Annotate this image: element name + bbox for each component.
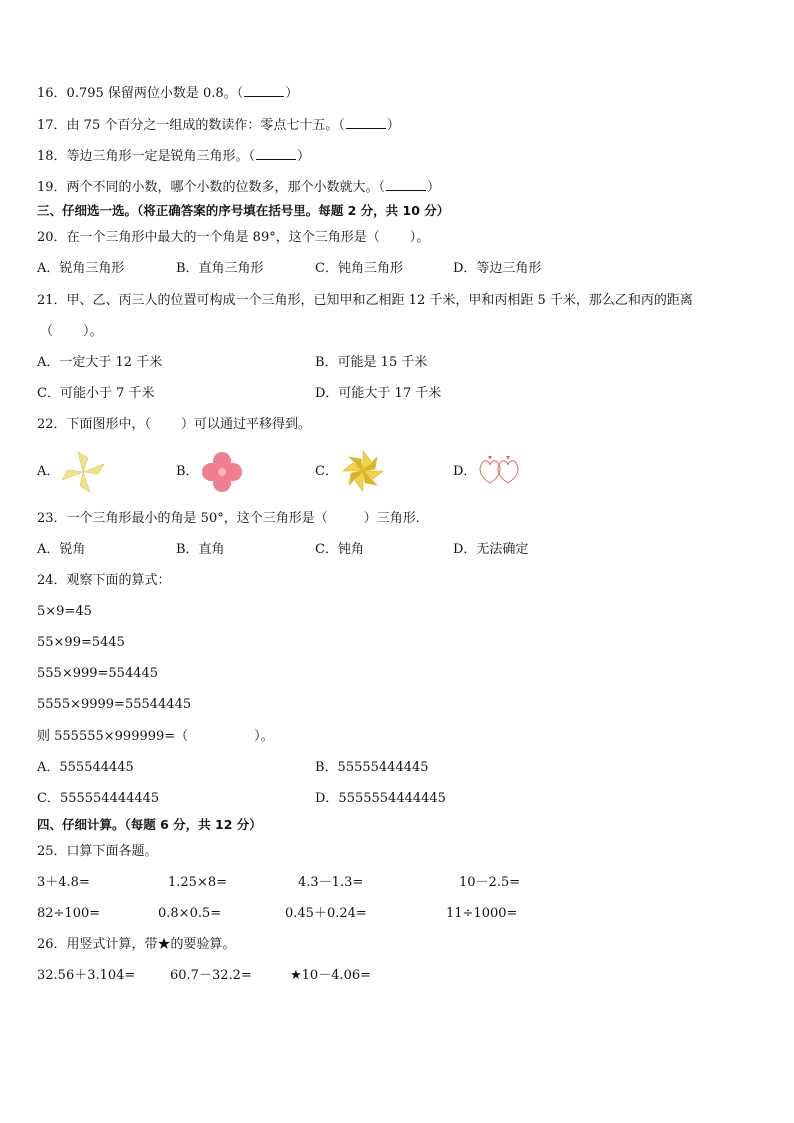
answer-blank[interactable] (346, 116, 386, 129)
question-21: 21．甲、乙、丙三人的位置可构成一个三角形，已知甲和乙相距 12 千米，甲和丙相距 5 千米，那么乙和丙的距离 (37, 293, 693, 308)
star-pinwheel-figure (340, 449, 386, 497)
question-20: 20．在一个三角形中最大的一个角是 89°，这个三角形是（ ）。 (37, 230, 430, 245)
q22-option-b[interactable]: B． (176, 464, 199, 479)
answer-blank[interactable] (244, 84, 284, 97)
equation: 5×9=45 (37, 604, 92, 619)
vertical-calc-item: 60.7－32.2= (170, 968, 252, 983)
question-24-ask: 则 555555×999999=（ ）。 (37, 729, 274, 744)
hearts-icon (476, 453, 522, 487)
question-21-answer: （ ）。 (40, 324, 103, 339)
q21-option-c[interactable]: C．可能小于 7 千米 (37, 386, 155, 401)
oral-calc-item: 0.45＋0.24= (285, 906, 367, 921)
question-25: 25．口算下面各题。 (37, 844, 158, 859)
oral-calc-item: 1.25×8= (168, 875, 228, 890)
vertical-calc-item: ★10－4.06= (290, 968, 372, 983)
question-24: 24．观察下面的算式： (37, 573, 171, 588)
q23-option-a[interactable]: A．锐角 (37, 542, 86, 557)
star-pinwheel-icon (340, 449, 386, 493)
answer-blank[interactable] (256, 147, 296, 160)
q20-option-a[interactable]: A．锐角三角形 (37, 261, 125, 276)
q20-option-d[interactable]: D．等边三角形 (453, 261, 542, 276)
q22-option-c[interactable]: C． (315, 464, 338, 479)
question-16: 16．0.795 保留两位小数是 0.8。（ ） (37, 86, 299, 101)
question-26: 26．用竖式计算，带★的要验算。 (37, 937, 236, 952)
oral-calc-item: 3＋4.8= (37, 875, 90, 890)
pinwheel-figure (60, 450, 106, 498)
question-22: 22．下面图形中，（ ）可以通过平移得到。 (37, 417, 312, 432)
section-4-title: 四、仔细计算。（每题 6 分，共 12 分） (37, 817, 262, 832)
flower-icon (200, 451, 244, 493)
hearts-figure (476, 453, 522, 491)
q23-option-b[interactable]: B．直角 (176, 542, 225, 557)
q20-option-c[interactable]: C．钝角三角形 (315, 261, 403, 276)
q24-option-d[interactable]: D．5555554444445 (315, 791, 446, 806)
section-3-title: 三、仔细选一选。（将正确答案的序号填在括号里。每题 2 分，共 10 分） (37, 203, 450, 218)
oral-calc-item: 4.3－1.3= (298, 875, 364, 890)
q23-option-d[interactable]: D．无法确定 (453, 542, 529, 557)
oral-calc-item: 11÷1000= (446, 906, 518, 921)
question-18: 18．等边三角形一定是锐角三角形。（ ） (37, 149, 311, 164)
q21-option-a[interactable]: A．一定大于 12 千米 (37, 355, 163, 370)
q23-option-c[interactable]: C．钝角 (315, 542, 364, 557)
q24-option-a[interactable]: A．555544445 (37, 760, 134, 775)
q22-option-a[interactable]: A． (37, 464, 60, 479)
equation: 5555×9999=55544445 (37, 697, 192, 712)
q21-option-d[interactable]: D．可能大于 17 千米 (315, 386, 442, 401)
equation: 55×99=5445 (37, 635, 125, 650)
oral-calc-item: 82÷100= (37, 906, 101, 921)
question-19: 19．两个不同的小数，哪个小数的位数多，那个小数就大。（ ） (37, 180, 441, 195)
equation: 555×999=554445 (37, 666, 159, 681)
answer-blank[interactable] (386, 178, 426, 191)
q20-option-b[interactable]: B．直角三角形 (176, 261, 264, 276)
q24-option-b[interactable]: B．55555444445 (315, 760, 429, 775)
q21-option-b[interactable]: B．可能是 15 千米 (315, 355, 428, 370)
q22-option-d[interactable]: D． (453, 464, 477, 479)
oral-calc-item: 10－2.5= (459, 875, 521, 890)
vertical-calc-item: 32.56＋3.104= (37, 968, 136, 983)
question-23: 23．一个三角形最小的角是 50°，这个三角形是（ ）三角形． (37, 511, 429, 526)
oral-calc-item: 0.8×0.5= (158, 906, 222, 921)
question-17: 17．由 75 个百分之一组成的数读作：零点七十五。（ ） (37, 118, 400, 133)
pinwheel-icon (60, 450, 106, 494)
flower-figure (200, 451, 244, 497)
q24-option-c[interactable]: C．555554444445 (37, 791, 160, 806)
